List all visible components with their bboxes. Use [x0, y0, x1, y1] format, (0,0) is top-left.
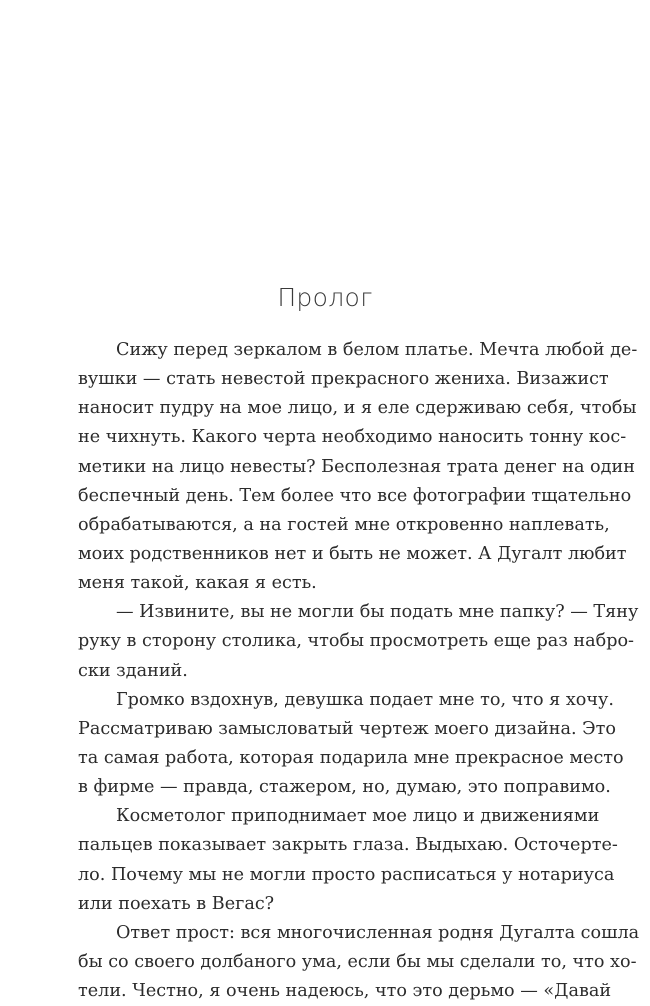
text-line: вушки — стать невестой прекрасного жениха. Визажист [78, 369, 609, 390]
text-line: Рассматриваю замысловатый чертеж моего дизайна. Это [78, 718, 616, 739]
text-line: ски зданий. [78, 660, 188, 681]
paragraph-3 [78, 686, 624, 803]
paragraph-4 [78, 802, 618, 919]
text-line: Громко вздохнув, девушка подает мне то, что я хочу. [116, 689, 614, 710]
text-line: руку в сторону столика, чтобы просмотреть еще раз набро- [78, 631, 634, 652]
text-line: метики на лицо невесты? Бесполезная трата денег на один [78, 456, 635, 477]
text-line: моих родственников нет и быть не может. А Дугалт любит [78, 543, 627, 564]
text-line: меня такой, какая я есть. [78, 573, 317, 594]
chapter-title: Пролог [277, 283, 373, 312]
text-line: — Извините, вы не могли бы подать мне папку? — Тяну [116, 602, 639, 623]
paragraph-1 [78, 336, 638, 598]
text-line: та самая работа, которая подарила мне прекрасное место [78, 747, 624, 768]
text-line: не чихнуть. Какого черта необходимо наносить тонну кос- [78, 427, 627, 448]
text-line: беспечный день. Тем более что все фотографии тщательно [78, 485, 632, 506]
text-line: или поехать в Вегас? [78, 893, 275, 914]
text-line: Косметолог приподнимает мое лицо и движениями [116, 806, 600, 827]
text-line: наносит пудру на мое лицо, и я еле сдерживаю себя, чтобы [78, 398, 637, 419]
paragraph-5 [78, 919, 640, 1006]
text-line: Сижу перед зеркалом в белом платье. Мечта любой де- [116, 340, 638, 360]
text-line: тели. Честно, я очень надеюсь, что это дерьмо — «Давай [78, 981, 612, 1002]
text-line: в фирме — правда, стажером, но, думаю, это поправимо. [78, 777, 611, 798]
text-line: пальцев показывает закрыть глаза. Выдыхаю. Осточерте- [78, 835, 618, 856]
text-line: обрабатываются, а на гостей мне откровенно наплевать, [78, 514, 610, 535]
paragraph-2 [78, 598, 639, 685]
chapter-body [78, 336, 640, 1006]
text-line: ло. Почему мы не могли просто расписаться у нотариуса [78, 864, 615, 885]
text-line: Ответ прост: вся многочисленная родня Дугалта сошла [116, 922, 640, 943]
text-line: бы со своего долбаного ума, если бы мы сделали то, что хо- [78, 951, 637, 972]
